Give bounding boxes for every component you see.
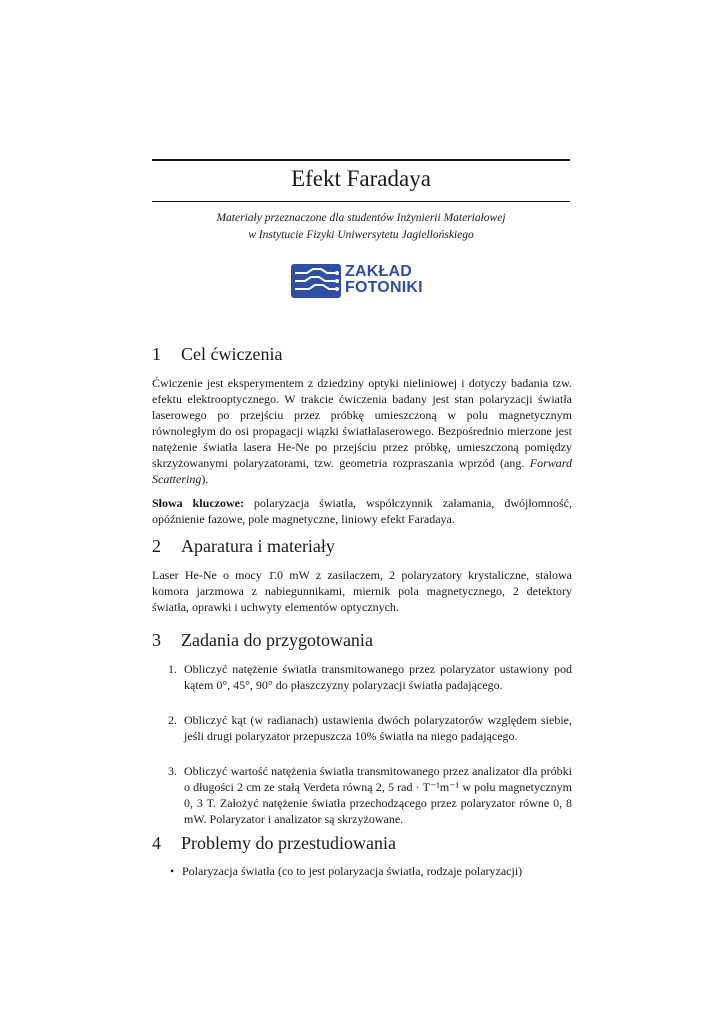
section-number: 4 — [152, 833, 161, 853]
subtitle-line-2: w Instytucie Fizyki Uniwersytetu Jagiellońskiego — [248, 229, 474, 241]
section-1-heading — [152, 344, 572, 365]
paragraph-italic: Forward Scattering — [152, 456, 572, 486]
section-2-paragraph: Laser He-Ne o mocy 1̄.0 mW z zasilaczem, 2 polaryzatory krystaliczne, stalowa komora jarzmowa z nabiegunnikami, miernik pola magnetycznego, 2 detektory światła, oprawki i uchwyty elementów optycznych. — [152, 568, 572, 614]
section-title: Aparatura i materiały — [181, 536, 335, 556]
section-2-heading — [152, 536, 572, 557]
logo-line-2: FOTONIKI — [345, 279, 423, 296]
task-item — [168, 712, 572, 744]
keywords-text: polaryzacja światła, współczynnik załamania, dwójłomność, opóźnienie fazowe, pole magnetyczne, liniowy efekt Faradaya. — [152, 496, 572, 526]
section-title: Zadania do przygotowania — [181, 630, 373, 650]
section-number: 2 — [152, 536, 161, 556]
document-title: Efekt Faradaya — [291, 166, 431, 191]
task-text: Obliczyć natężenie światła transmitowanego przez polaryzator ustawiony pod kątem 0°, 45°, 90° do płaszczyzny polaryzacji światła padającego. — [184, 662, 572, 692]
task-number: 2. — [168, 713, 177, 727]
section-number: 3 — [152, 630, 161, 650]
task-text: Obliczyć kąt (w radianach) ustawienia dwóch polaryzatorów względem siebie, jeśli drugi polaryzator przepuszcza 10% światła na niego padającego. — [184, 713, 572, 743]
keywords-label: Słowa kluczowe: — [152, 496, 244, 510]
title-rule-top — [152, 159, 570, 161]
document-subtitle — [152, 210, 570, 244]
task-item — [168, 661, 572, 693]
title-rule-bottom — [152, 201, 570, 202]
task-item — [168, 763, 572, 827]
section-title: Cel ćwiczenia — [181, 344, 283, 364]
paragraph-text: Ćwiczenie jest eksperymentem z dziedziny optyki nieliniowej i dotyczy badania tzw. efektu elektrooptycznego. W trakcie ćwiczenia badany jest stan polaryzacji światła laserowego po przejściu przez próbkę umieszczoną w polu magnetycznym równoległym do osi propagacji wiązki światłalaserowego. Bezpośrednio mierzone jest natężenie światła lasera He-Ne po przejściu przez próbkę, umieszczoną pomiędzy skrzyżowanymi polaryzatorami, tzw. geometria rozpraszania wprzód (ang. — [152, 376, 572, 470]
section-4-heading — [152, 833, 572, 854]
section-1-paragraph — [152, 375, 572, 487]
bullet-item — [170, 863, 572, 879]
paragraph-end: ). — [201, 472, 209, 486]
logo-text — [345, 264, 423, 296]
subtitle-line-1: Materiały przeznaczone dla studentów Inżynierii Materiałowej — [216, 212, 506, 224]
section-1-body — [152, 375, 572, 527]
logo-waveguide-icon — [291, 264, 341, 298]
zaklad-fotoniki-logo — [291, 264, 433, 298]
bullet-text: Polaryzacja światła (co to jest polaryzacja światła, rodzaje polaryzacji) — [182, 864, 523, 878]
bullet-dot-icon: • — [170, 864, 175, 878]
section-3-heading — [152, 630, 572, 651]
task-text: Obliczyć wartość natężenia światła transmitowanego przez analizator dla próbki o długości 2 cm ze stałą Verdeta równą 2, 5 rad · T⁻¹m⁻¹ w polu magnetycznym 0, 3 T. Założyć natężenie światła przechodzącego przez polaryzator równe 0, 8 mW. Polaryzator i analizator są skrzyżowane. — [184, 764, 572, 826]
section-2-body — [152, 567, 572, 615]
task-number: 1. — [168, 662, 177, 676]
section-title: Problemy do przestudiowania — [181, 833, 396, 853]
section-number: 1 — [152, 344, 161, 364]
logo-line-1: ZAKŁAD — [345, 263, 412, 280]
task-number: 3. — [168, 764, 177, 778]
keywords-paragraph — [152, 495, 572, 527]
